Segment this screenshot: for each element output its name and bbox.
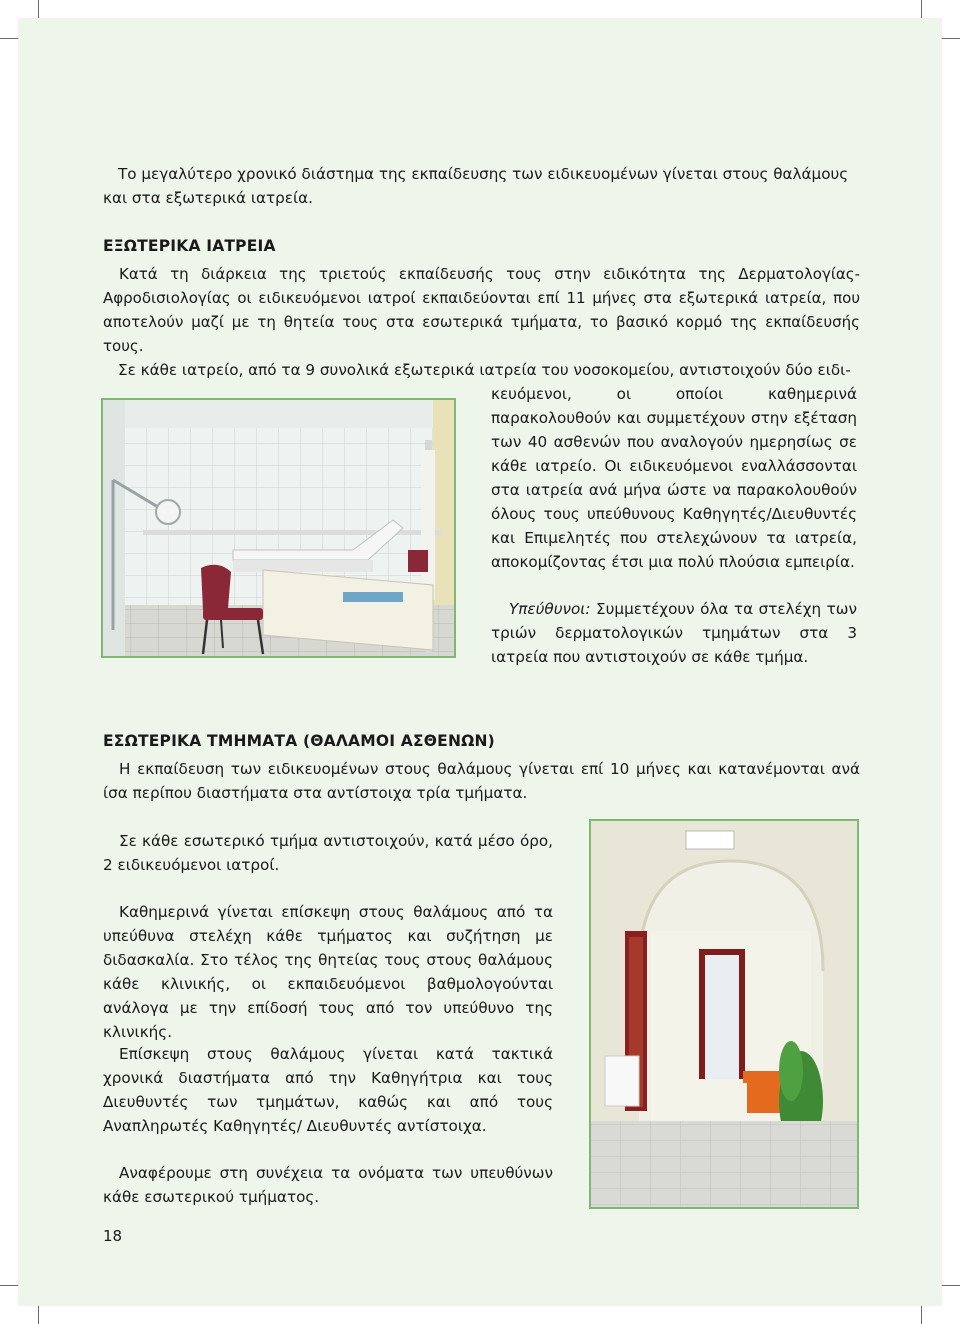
crop-mark: [38, 0, 39, 18]
outpatient-paragraph-1: Κατά τη διάρκεια της τριετούς εκπαίδευσής τους στην ειδικότητα της Δερματολογίας-Αφροδισιολογίας οι ειδικευόμενοι ιατροί εκπαιδεύονται επί 11 μήνες στα εξωτερικά ιατρεία, που αποτελούν μαζί με τη θητεία τους στα εσωτερικά τμήματα, το βασικό κορμό της εκπαίδευσής τους.: [103, 265, 860, 355]
outpatient-heading: ΕΞΩΤΕΡΙΚΑ ΙΑΤΡΕΙΑ: [103, 237, 276, 255]
ward-corridor-illustration: [591, 821, 857, 1207]
inpatient-paragraph-1: Η εκπαίδευση των ειδικευομένων στους θαλάμους γίνεται επί 10 μήνες και κατανέμονται ανά ίσα περίπου διαστήματα στα αντίστοιχα τρία τμήματα.: [103, 760, 860, 802]
outpatient-paragraph-2-rest: κευόμενοι, οι οποίοι καθημερινά παρακολουθούν και συμμετέχουν στην εξέταση των 40 ασθενών που αναλογούν ημερησίως σε κάθε ιατρείο. Οι ειδικευόμενοι εναλλάσσονται στα ιατρεία ανά μήνα ώστε να παρακολουθούν όλους τους υπεύθυνους Καθηγητές/Διευθυντές και Επιμελητές που στελεχώνουν τα ιατρεία, αποκομίζοντας έτσι μια πολύ πλούσια εμπειρία.: [491, 385, 857, 571]
responsible-text: Συμμετέχουν όλα τα στελέχη των τριών δερματολογικών τμημάτων στα 3 ιατρεία που αντιστοιχούν σε κάθε τμήμα.: [491, 600, 857, 666]
crop-mark: [0, 38, 18, 39]
inpatient-paragraph-3: Καθημερινά γίνεται επίσκεψη στους θαλάμους από τα υπεύθυνα στελέχη κάθε τμήματος και συζήτηση με διδασκαλία. Στο τέλος της θητείας τους στους θαλάμους κάθε κλινικής, οι εκπαιδευόμενοι βαθμολογούνται ανάλογα με την επίδοσή τους από τον υπεύθυνο της κλινικής.: [103, 903, 553, 1041]
inpatient-paragraph-2: Σε κάθε εσωτερικό τμήμα αντιστοιχούν, κατά μέσο όρο, 2 ειδικευόμενοι ιατροί.: [103, 832, 553, 874]
inpatient-paragraph-5: Αναφέρουμε στη συνέχεια τα ονόματα των υπευθύνων κάθε εσωτερικού τμήματος.: [103, 1164, 553, 1206]
crop-mark: [38, 1306, 39, 1324]
outpatient-paragraph-2-first-line: Σε κάθε ιατρείο, από τα 9 συνολικά εξωτερικά ιατρεία του νοσοκομείου, αντιστοιχούν δύο ειδι-: [118, 361, 851, 379]
responsible-label: Υπεύθυνοι:: [509, 600, 591, 618]
examination-room-photo: [101, 398, 456, 658]
intro-line-2: και στα εξωτερικά ιατρεία.: [103, 189, 313, 207]
crop-mark: [921, 0, 922, 18]
intro-line-1: Το μεγαλύτερο χρονικό διάστημα της εκπαίδευσης των ειδικευομένων γίνεται στους θαλάμους: [118, 165, 849, 183]
outpatient-responsible: [491, 597, 857, 669]
page-number: 18: [103, 1227, 123, 1245]
crop-mark: [921, 1306, 922, 1324]
crop-mark: [942, 1285, 960, 1286]
ward-corridor-photo: [589, 819, 859, 1209]
examination-room-illustration: [103, 400, 454, 656]
inpatient-heading: ΕΣΩΤΕΡΙΚΑ ΤΜΗΜΑΤΑ (ΘΑΛΑΜΟΙ ΑΣΘΕΝΩΝ): [103, 732, 495, 750]
crop-mark: [0, 1285, 18, 1286]
crop-mark: [942, 38, 960, 39]
inpatient-paragraph-4: Επίσκεψη στους θαλάμους γίνεται κατά τακτικά χρονικά διαστήματα από την Καθηγήτρια και τους Διευθυντές των τμημάτων, καθώς και από τους Αναπληρωτές Καθηγητές/ Διευθυντές αντίστοιχα.: [103, 1045, 553, 1135]
